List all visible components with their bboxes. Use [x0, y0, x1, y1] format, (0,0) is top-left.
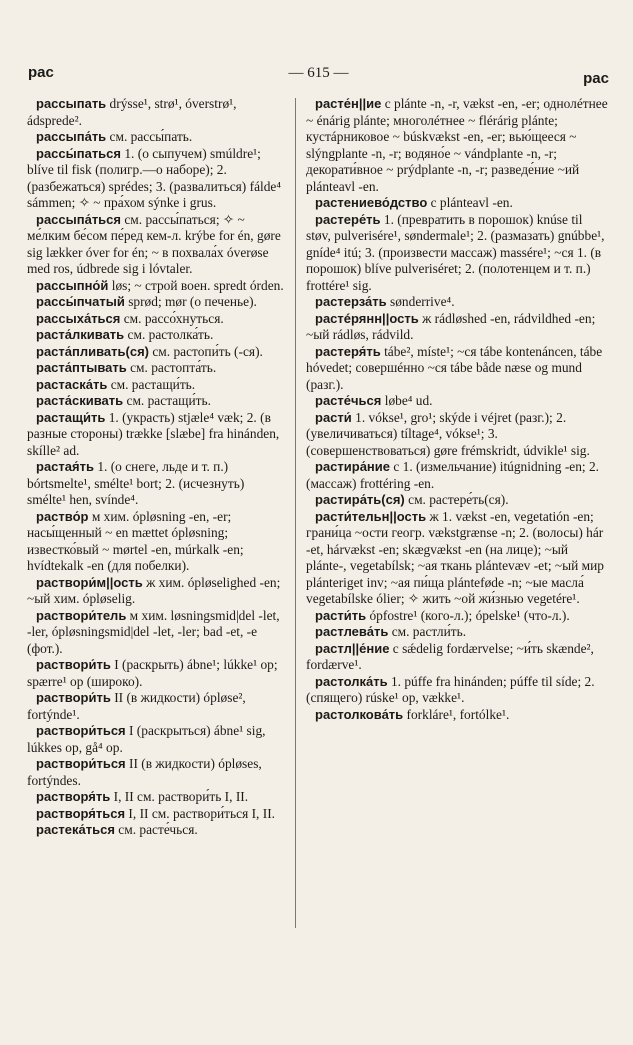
entry-definition: ж хим. ópløselighed -en; ~ый хим. ópløselig.: [27, 574, 281, 606]
dictionary-entry: [306, 294, 610, 311]
dictionary-entry: [27, 129, 285, 146]
entry-definition: с plánte -n, -r, vækst -en, -er; однолéтнее ~ énárig plánte; многолéтнее ~ flérárig plánte; кустáрниковое ~ búskvækst -en, -er; вью́щееся ~ slýngplante -n, -r; водяно́е ~ vándplante -n, -r; декорати́вное ~ prýdplante -n, -r; разведе́ние ~ий plánteavl -en.: [306, 96, 608, 194]
entry-definition: I, II см. раствори́ть I, II.: [113, 789, 249, 804]
entry-definition: II (в жидкости) ópløse², fortýnde¹.: [27, 690, 246, 722]
entry-headword: растира́ть(ся): [315, 492, 405, 507]
entry-definition: II (в жидкости) ópløses, fortýndes.: [27, 756, 262, 788]
header-left-headword: рас: [28, 64, 54, 81]
entry-definition: см. растли́ть.: [391, 624, 467, 639]
entry-definition: løbe⁴ ud.: [384, 393, 433, 408]
column-divider: [295, 98, 296, 928]
left-column: [27, 96, 285, 839]
dictionary-entry: [27, 690, 285, 723]
entry-headword: раста́скивать: [36, 393, 124, 408]
entry-headword: расти́: [315, 409, 352, 425]
dictionary-entry: [27, 608, 285, 658]
entry-definition: см. растере́ть(ся).: [408, 492, 509, 507]
entry-definition: tábe², míste¹; ~ся tábe kontenáncen, tábe hóvedet; совершéнно ~ся tábe både næse og mund (разг.).: [306, 343, 603, 392]
entry-headword: рассыпа́ться: [36, 211, 121, 227]
entry-definition: forkláre¹, fortólke¹.: [406, 706, 510, 722]
entry-definition: 1. (превратить в порошок) knúse til støv, pulverisére¹, søndermale¹; 2. (размазать) gnúbbe¹, gníde⁴ itú; 3. (произвести массаж) massére¹; ~ся 1. (в порошок) blíve pulveriséret; 2. (полотенцем и т. п.) frottére¹ sig.: [306, 211, 605, 293]
entry-definition: sønderrive⁴.: [390, 294, 455, 309]
entry-headword: растл||е́ние: [315, 640, 390, 656]
dictionary-entry: [27, 377, 285, 394]
entry-headword: растениево́дство: [315, 195, 428, 210]
entry-headword: растаска́ть: [36, 376, 108, 392]
entry-headword: раствори́ться: [36, 756, 126, 771]
entry-headword: рассыпно́й: [36, 277, 109, 293]
dictionary-entry: [27, 294, 285, 311]
dictionary-entry: [27, 96, 285, 129]
dictionary-entry: [306, 410, 610, 460]
entry-definition: см. расте́чься.: [118, 822, 198, 837]
dictionary-entry: [27, 146, 285, 212]
dictionary-entry: [306, 96, 610, 195]
entry-headword: растворя́ться: [36, 805, 126, 821]
header-right-headword: рас: [583, 70, 609, 87]
entry-definition: 1. (о снеге, льде и т. п.) bórtsmelte¹, smélte¹ bort; 2. (исчезнуть) smélte¹ hen, svínde⁴.: [27, 459, 245, 507]
dictionary-entry: [306, 311, 610, 344]
entry-headword: растворя́ть: [36, 789, 111, 804]
dictionary-entry: [27, 344, 285, 361]
entry-headword: растира́ние: [315, 459, 391, 474]
dictionary-entry: [27, 756, 285, 789]
dictionary-entry: [306, 509, 610, 608]
entry-definition: см. рассы́паться; ✧ ~ ме́лким бе́сом пе́ред кем-л. krýbe for én, gøre sig lækker óver for én; ~ в похвала́х óverøse med ros, údbrede sig i lóvtaler.: [27, 211, 281, 276]
entry-definition: см. растащи́ть.: [126, 393, 211, 408]
entry-definition: ж rádløshed -en, rádvildhed -en; ~ый rádløs, rádvild.: [306, 310, 596, 342]
entry-definition: м хим. ópløsning -en, -er; насы́щенный ~ en mættet ópløsning; известко́вый ~ mørtel -en, múrkalk -en; hvídtekalk -en (для побелки).: [27, 508, 244, 573]
entry-headword: расте́н||ие: [315, 96, 382, 111]
entry-headword: раствори́тель: [36, 607, 127, 623]
dictionary-entry: [27, 789, 285, 806]
entry-headword: раство́р: [36, 508, 89, 524]
entry-definition: с sǽdelig fordærvelse; ~и́ть skænde², fordærve¹.: [306, 640, 594, 672]
entry-definition: см. рассы́пать.: [109, 129, 193, 144]
dictionary-entry: [306, 459, 610, 492]
entry-headword: растолка́ть: [315, 673, 388, 689]
entry-definition: ópfostre¹ (кого-л.); ópelske¹ (что-л.).: [369, 607, 570, 623]
dictionary-entry: [27, 575, 285, 608]
entry-headword: раста́лкивать: [36, 327, 125, 342]
entry-definition: см. растащи́ть.: [110, 376, 196, 392]
entry-headword: рассыха́ться: [36, 310, 121, 326]
entry-definition: 1. (укрaсть) stjæle⁴ væk; 2. (в разные стороны) trække [slæbe] fra hinánden, skílle² ad.: [27, 409, 280, 458]
entry-headword: растлева́ть: [315, 624, 389, 639]
dictionary-entry: [27, 822, 285, 839]
entry-definition: I, II см. раствори́ться I, II.: [128, 805, 276, 821]
dictionary-entry: [27, 311, 285, 328]
dictionary-entry: [27, 657, 285, 690]
dictionary-entry: [306, 393, 610, 410]
dictionary-entry: [27, 327, 285, 344]
dictionary-entry: [27, 212, 285, 278]
dictionary-entry: [27, 393, 285, 410]
dictionary-entry: [27, 360, 285, 377]
entry-definition: см. растолка́ть.: [127, 327, 214, 342]
entry-definition: sprød; mør (о печенье).: [128, 294, 257, 309]
entry-headword: расти́ть: [315, 607, 367, 623]
entry-definition: см. растопта́ть.: [130, 360, 217, 375]
entry-headword: растолкова́ть: [315, 706, 404, 722]
dictionary-entry: [27, 723, 285, 756]
entry-definition: drýsse¹, strø¹, óverstrø¹, ádsprede².: [27, 96, 237, 128]
entry-headword: растеря́ть: [315, 343, 381, 359]
entry-definition: см. рассо́хнуться.: [123, 310, 224, 326]
entry-headword: растека́ться: [36, 822, 115, 837]
dictionary-entry: [306, 674, 610, 707]
entry-definition: løs; ~ строй воен. spredt órden.: [111, 277, 284, 293]
dictionary-entry: [27, 278, 285, 295]
dictionary-entry: [306, 344, 610, 394]
entry-definition: с plánteavl -en.: [430, 195, 513, 210]
entry-headword: раста́птывать: [36, 360, 127, 375]
entry-headword: рассыпать: [36, 96, 107, 111]
entry-headword: раствори́ть: [36, 690, 111, 705]
dictionary-entry: [306, 492, 610, 509]
entry-headword: раста́пливать(ся): [36, 343, 149, 359]
dictionary-entry: [306, 212, 610, 295]
entry-headword: раствори́ть: [36, 657, 111, 672]
dictionary-entry: [306, 624, 610, 641]
entry-headword: растере́ть: [315, 211, 381, 227]
page-header: [28, 64, 609, 86]
dictionary-entry: [306, 195, 610, 212]
entry-headword: растéрянн||ость: [315, 310, 419, 326]
entry-definition: 1. (о сыпучем) smúldre¹; blíve til fisk (полигр.—о наборе); 2. (разбежаться) sprédes; 3. (развалиться) fálde⁴ sámmen; ✧ ~ пра́хом sýnke i grus.: [27, 145, 282, 210]
entry-definition: м хим. løsningsmid|del -let, -ler, ópløsningsmid|del -let, -ler; bad -et, -e (фот.).: [27, 607, 280, 656]
entry-definition: ж 1. vækst -en, vegetatión -en; грани́ца ~ости геогр. vækstgrænse -n; 2. (волосы) hár -et, hárvækst -en; skægvækst -en (на лице); ~ый plánte-, vegetabílsk; ~ая ткань plántevæv -et; ~ый мир plánteriget inv; ~ая пи́ща plánteføde -n; ~ые масла́ vegetabílske ólier; ✧ жить ~ой жи́знью vegetére¹.: [306, 508, 605, 606]
page-number: — 615 —: [288, 65, 349, 81]
entry-headword: растащи́ть: [36, 409, 106, 425]
entry-definition: с 1. (измельчание) itúgnidning -en; 2. (массаж) frottéring -en.: [306, 459, 600, 491]
dictionary-entry: [27, 459, 285, 509]
entry-headword: расте́чься: [315, 393, 382, 408]
dictionary-entry: [27, 509, 285, 575]
entry-definition: I (раскрыться) ábne¹ sig, lúkkes op, gå⁴ op.: [27, 723, 266, 755]
entry-definition: 1. púffe fra hinánden; púffe til síde; 2. (спящего) rúske¹ op, vække¹.: [306, 673, 595, 705]
entry-headword: раствори́ться: [36, 723, 126, 738]
right-column: [306, 96, 610, 723]
entry-headword: растая́ть: [36, 459, 94, 474]
dictionary-entry: [27, 410, 285, 460]
entry-definition: I (раскрыть) ábne¹; lúkke¹ op; spærre¹ op (широко).: [27, 657, 278, 689]
entry-definition: 1. vókse¹, gro¹; skýde i véjret (разг.); 2. (увеличиваться) tíltage⁴, vókse¹; 3. (совершенствоваться) gøre frémskridt, údvikle¹ sig.: [306, 409, 590, 458]
entry-definition: см. растопи́ть (-ся).: [152, 343, 263, 359]
entry-headword: рассыпа́ть: [36, 129, 107, 144]
dictionary-entry: [306, 608, 610, 625]
entry-headword: рассы́пчатый: [36, 294, 125, 309]
dictionary-entry: [306, 707, 610, 724]
entry-headword: раствори́м||ость: [36, 574, 143, 590]
entry-headword: растерза́ть: [315, 294, 387, 309]
entry-headword: рассы́паться: [36, 145, 121, 161]
dictionary-entry: [306, 641, 610, 674]
dictionary-entry: [27, 806, 285, 823]
entry-headword: расти́тельн||ость: [315, 508, 427, 524]
